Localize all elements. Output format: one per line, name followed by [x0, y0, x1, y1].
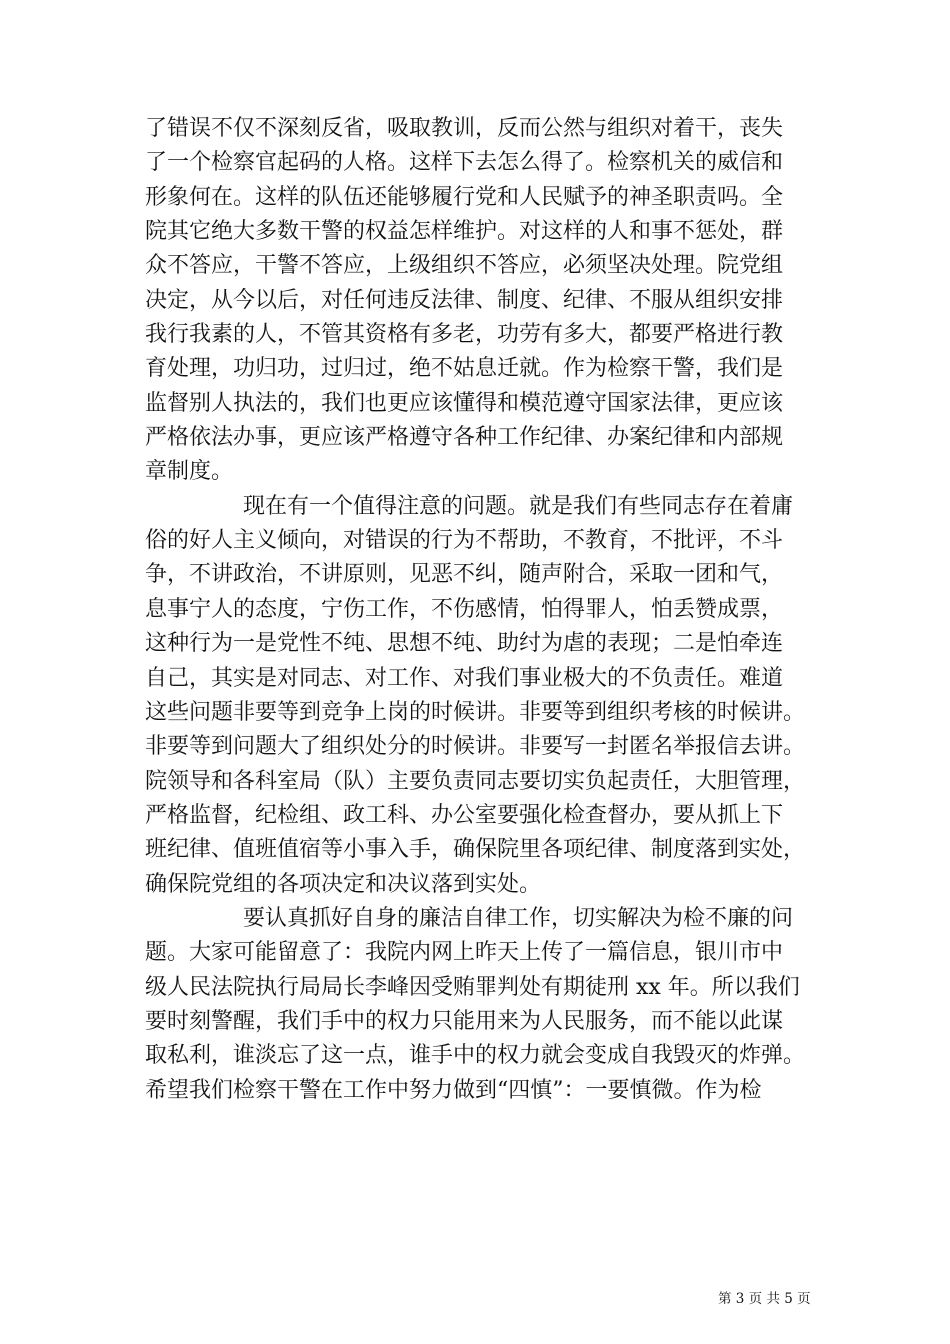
text-line: 这种行为一是党性不纯、思想不纯、助纣为虐的表现；二是怕牵连 — [145, 631, 784, 657]
text-line: 这些问题非要等到竞争上岗的时候讲。非要等到组织考核的时候讲。 — [145, 699, 806, 725]
text-line: 题。大家可能留意了：我院内网上昨天上传了一篇信息，银川市中 — [145, 940, 784, 966]
text-line: 育处理，功归功，过归过，绝不姑息迁就。作为检察干警，我们是 — [145, 356, 784, 382]
text-line: 争，不讲政治，不讲原则，见恶不纠，随声附合，采取一团和气， — [145, 562, 784, 588]
text-line: 班纪律、值班值宿等小事入手，确保院里各项纪律、制度落到实处， — [145, 837, 806, 863]
text-line: 希望我们检察干警在工作中努力做到“四慎”：一要慎微。作为检 — [145, 1077, 762, 1103]
text-line: 确保院党组的各项决定和决议落到实处。 — [145, 871, 542, 897]
text-line: 章制度。 — [145, 459, 234, 485]
paragraph-start-line: 要认真抓好自身的廉洁自律工作，切实解决为检不廉的问 — [243, 905, 794, 931]
text-line: 俗的好人主义倾向，对错误的行为不帮助，不教育，不批评，不斗 — [145, 528, 784, 554]
text-line: 取私利，谁淡忘了这一点，谁手中的权力就会变成自我毁灭的炸弹。 — [145, 1043, 806, 1069]
text-line: 级人民法院执行局局长李峰因受贿罪判处有期徒刑 xx 年。所以我们 — [145, 974, 800, 1000]
page-number-footer: 第 3 页 共 5 页 — [718, 1291, 811, 1307]
text-line: 决定，从今以后，对任何违反法律、制度、纪律、不服从组织安排 — [145, 287, 784, 313]
text-line: 众不答应，干警不答应，上级组织不答应，必须坚决处理。院党组 — [145, 253, 784, 279]
body-text — [145, 112, 815, 1108]
text-line: 形象何在。这样的队伍还能够履行党和人民赋予的神圣职责吗。全 — [145, 184, 784, 210]
text-line: 监督别人执法的，我们也更应该懂得和模范遵守国家法律，更应该 — [145, 390, 784, 416]
text-line: 息事宁人的态度，宁伤工作，不伤感情，怕得罪人，怕丢赞成票， — [145, 596, 784, 622]
paragraph-start-line: 现在有一个值得注意的问题。就是我们有些同志存在着庸 — [243, 493, 794, 519]
text-line: 我行我素的人，不管其资格有多老，功劳有多大，都要严格进行教 — [145, 322, 784, 348]
text-line: 了错误不仅不深刻反省，吸取教训，反而公然与组织对着干，丧失 — [145, 116, 784, 141]
text-line: 院其它绝大多数干警的权益怎样维护。对这样的人和事不惩处，群 — [145, 219, 784, 245]
text-line: 严格监督，纪检组、政工科、办公室要强化检查督办，要从抓上下 — [145, 802, 784, 828]
text-line: 要时刻警醒，我们手中的权力只能用来为人民服务，而不能以此谋 — [145, 1008, 784, 1034]
text-line: 严格依法办事，更应该严格遵守各种工作纪律、办案纪律和内部规 — [145, 425, 784, 451]
text-line: 非要等到问题大了组织处分的时候讲。非要写一封匿名举报信去讲。 — [145, 734, 806, 760]
text-line: 了一个检察官起码的人格。这样下去怎么得了。检察机关的威信和 — [145, 150, 784, 176]
text-line: 院领导和各科室局（队）主要负责同志要切实负起责任，大胆管理， — [145, 768, 806, 794]
text-line: 自己，其实是对同志、对工作、对我们事业极大的不负责任。难道 — [145, 665, 784, 691]
